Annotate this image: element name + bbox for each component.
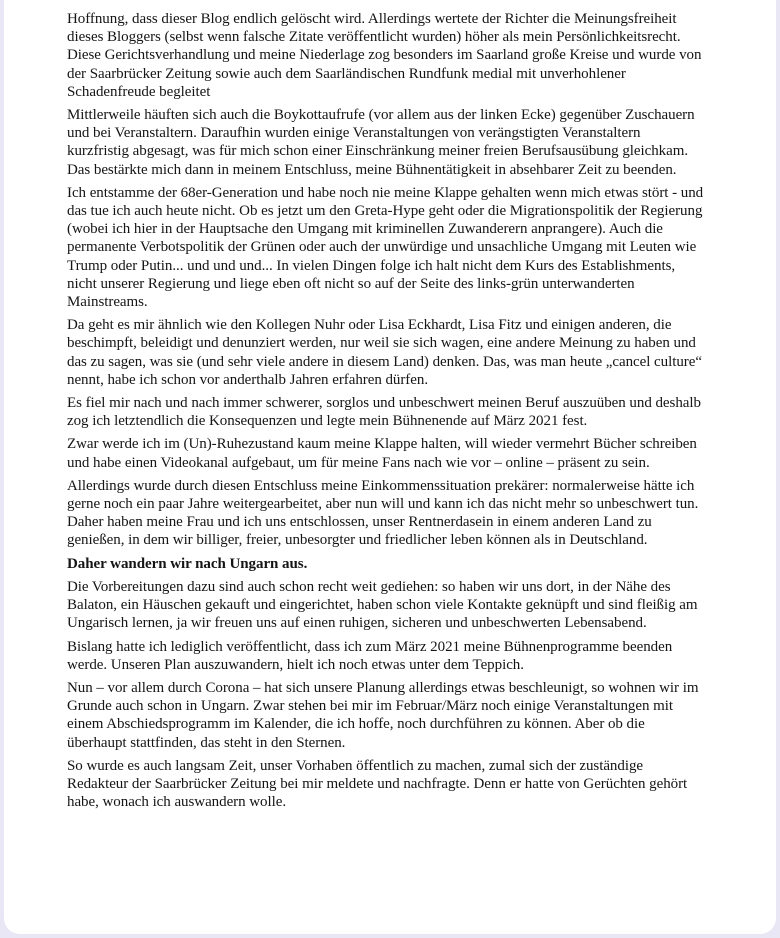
paragraph-emigration-headline: Daher wandern wir nach Ungarn aus.: [67, 555, 308, 572]
paragraph-video-channel: Zwar werde ich im (Un)-Ruhezustand kaum meine Klappe halten, will wieder vermehrt Bücher schreiben und habe einen Videokanal aufgebaut, um für meine Fans nach wie vor – online – präsent zu sein.: [67, 436, 697, 471]
paragraph-corona: Nun – vor allem durch Corona – hat sich unsere Planung allerdings etwas beschleunigt, so wohnen wir im Grunde auch schon in Ungarn. Zwar stehen bei mir im Februar/März noch einige Veranstaltungen mit einem Abschiedsprogramm im Kalender, die ich hoffe, noch durchführen zu können. Aber ob die überhaupt stattfinden, das steht in den Sternen.: [67, 679, 699, 751]
document-page: [4, 0, 776, 934]
paragraph-preparations: Die Vorbereitungen dazu sind auch schon recht weit gediehen: so haben wir uns dort, in der Nähe des Balaton, ein Häuschen gekauft und eingerichtet, haben schon viele Kontakte geknüpft und sind fleißig am Ungarisch lernen, ja wir freuen uns auf einen ruhigen, sicheren und unbeschwerten Lebensabend.: [67, 578, 698, 632]
paragraph-boycott: Mittlerweile häuften sich auch die Boykottaufrufe (vor allem aus der linken Ecke) gegenüber Zuschauern und bei Veranstaltern. Daraufhin wurden einige Veranstaltungen von verängstigten Veranstaltern kurzfristig abgesagt, was für mich schon einer Einschränkung meiner freien Berufsausübung gleichkam. Das bestärkte mich dann in meinem Entschluss, meine Bühnentätigkeit in absehbarer Zeit zu beenden.: [67, 107, 695, 178]
paragraph-announcement: Bislang hatte ich lediglich veröffentlicht, dass ich zum März 2021 meine Bühnenprogramme beenden werde. Unseren Plan auszuwandern, hielt ich noch etwas unter dem Teppich.: [67, 638, 673, 673]
paragraph-going-public: So wurde es auch langsam Zeit, unser Vorhaben öffentlich zu machen, zumal sich der zuständige Redakteur der Saarbrücker Zeitung bei mir meldete und nachfragte. Denn er hatte von Gerüchten gehört habe, wonach ich auswandern wolle.: [67, 757, 688, 811]
paragraph-68er-generation: Ich entstamme der 68er-Generation und habe noch nie meine Klappe gehalten wenn mich etwas stört - und das tue ich auch heute nicht. Ob es jetzt um den Greta-Hype geht oder die Migrationspolitik der Regierung (wobei ich hier in der Hauptsache den Umgang mit kriminellen Zuwanderern anprangere). Auch die permanente Verbotspolitik der Grünen oder auch der unwürdige und unsachliche Umgang mit Leuten wie Trump oder Putin... und und und... In vielen Dingen folge ich halt nicht dem Kurs des Establishments, nicht unserer Regierung und liege eben oft nicht so auf der Seite des links-grün unterwanderten Mainstreams.: [67, 184, 704, 311]
paragraph-stage-end: Es fiel mir nach und nach immer schwerer, sorglos und unbeschwert meinen Beruf auszuüben und deshalb zog ich letztendlich die Konsequenzen und legte mein Bühnenende auf März 2021 fest.: [67, 395, 701, 430]
paragraph-blog-court: Hoffnung, dass dieser Blog endlich gelöscht wird. Allerdings wertete der Richter die Meinungsfreiheit dieses Bloggers (selbst wenn falsche Zitate veröffentlicht wurden) höher als mein Persönlichkeitsrecht. Diese Gerichtsverhandlung und meine Niederlage zog besonders im Saarland große Kreise und wurde von der Saarbrücker Zeitung sowie auch dem Saarländischen Rundfunk medial mit unverhohlener Schadenfreude begleitet: [67, 11, 702, 100]
paragraph-cancel-culture: Da geht es mir ähnlich wie den Kollegen Nuhr oder Lisa Eckhardt, Lisa Fitz und einigen anderen, die beschimpft, beleidigt und denunziert werden, nur weil sie sich wagen, eine andere Meinung zu haben und das zu sagen, was sie (und sehr viele andere in diesem Land) denken. Das, was man heute „cancel culture“ nennt, habe ich schon vor anderthalb Jahren erfahren dürfen.: [67, 317, 702, 388]
paragraph-income: Allerdings wurde durch diesen Entschluss meine Einkommenssituation prekärer: normalerweise hätte ich gerne noch ein paar Jahre weitergearbeitet, aber nun will und kann ich das nicht mehr so unbeschwert tun. Daher haben meine Frau und ich uns entschlossen, unser Rentnerdasein in einem anderen Land zu genießen, in dem wir billiger, freier, unbesorgter und friedlicher leben können als in Deutschland.: [67, 477, 699, 549]
